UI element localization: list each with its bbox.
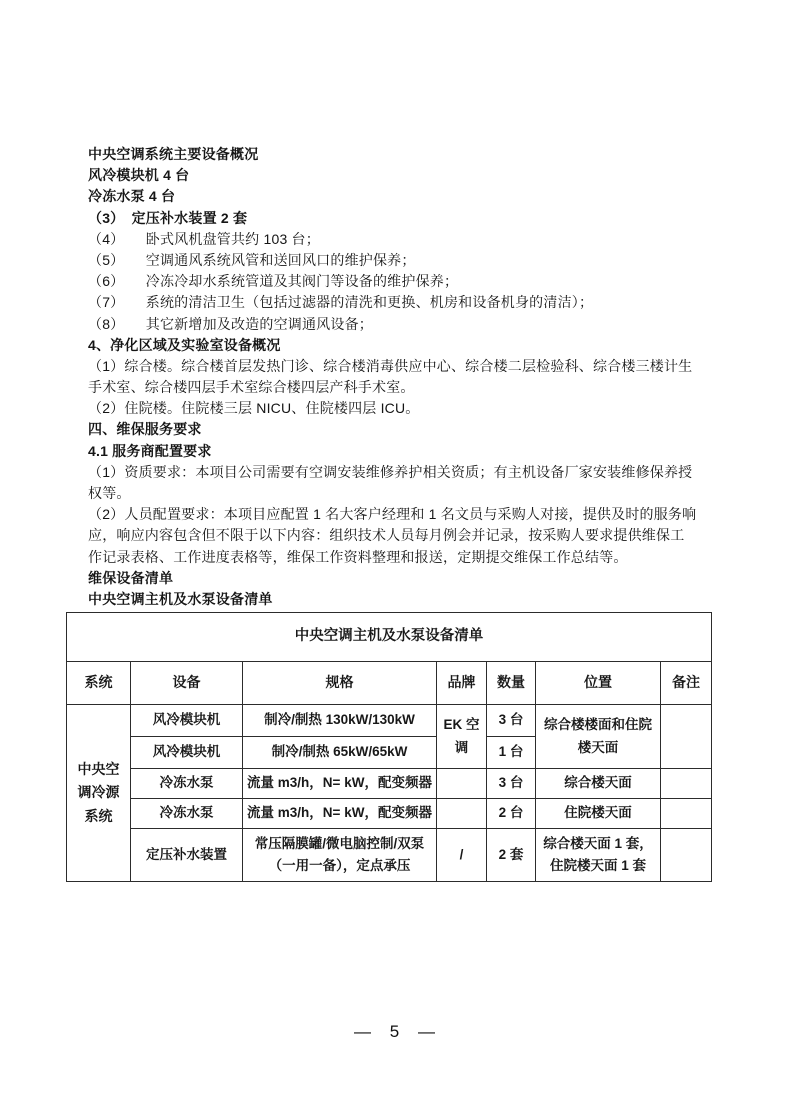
text-line: （1）综合楼。综合楼首层发热门诊、综合楼消毒供应中心、综合楼二层检验科、综合楼三楼计生 bbox=[88, 357, 693, 374]
cell-location: 综合楼楼面和住院楼天面 bbox=[536, 705, 661, 769]
cell-device: 冷冻水泵 bbox=[131, 799, 243, 829]
equipment-table bbox=[66, 612, 712, 882]
body-text bbox=[88, 144, 708, 610]
cell-qty: 1 台 bbox=[487, 737, 536, 769]
cell-brand bbox=[437, 799, 487, 829]
cell-note bbox=[661, 799, 712, 829]
section-heading: 中央空调主机及水泵设备清单 bbox=[88, 590, 273, 607]
text-line: 风冷模块机 4 台 bbox=[88, 167, 190, 184]
text-line: 权等。 bbox=[88, 485, 131, 501]
table-header-row bbox=[67, 662, 712, 705]
text-line: 中央空调系统主要设备概况 bbox=[88, 146, 259, 162]
page-number: — 5 — bbox=[354, 1022, 436, 1041]
cell-device: 风冷模块机 bbox=[131, 705, 243, 737]
cell-spec: 流量 m3/h，N= kW，配变频器 bbox=[243, 799, 437, 829]
column-header-qty: 数量 bbox=[487, 662, 536, 705]
cell-qty: 2 套 bbox=[487, 829, 536, 882]
cell-brand: / bbox=[437, 829, 487, 882]
cell-location: 综合楼天面 1 套，住院楼天面 1 套 bbox=[536, 829, 661, 882]
cell-device: 冷冻水泵 bbox=[131, 769, 243, 799]
cell-spec: 流量 m3/h，N= kW，配变频器 bbox=[243, 769, 437, 799]
cell-device: 定压补水装置 bbox=[131, 829, 243, 882]
cell-qty: 2 台 bbox=[487, 799, 536, 829]
cell-brand bbox=[437, 769, 487, 799]
table-title-row bbox=[67, 613, 712, 662]
text-line: 应，响应内容包含但不限于以下内容：组织技术人员每月例会并记录，按采购人要求提供维保工 bbox=[88, 527, 685, 544]
section-heading: 4、净化区域及实验室设备概况 bbox=[88, 336, 281, 353]
section-heading: 维保设备清单 bbox=[88, 569, 174, 586]
text-line: （2）人员配置要求：本项目应配置 1 名大客户经理和 1 名文员与采购人对接，提供及时的服务响 bbox=[88, 506, 697, 523]
text-line: 作记录表格、工作进度表格等，维保工作资料整理和报送，定期提交维保工作总结等。 bbox=[88, 548, 628, 565]
cell-spec: 制冷/制热 130kW/130kW bbox=[243, 705, 437, 737]
text-line: （7） 系统的清洁卫生（包括过滤器的清洗和更换、机房和设备机身的清洁）； bbox=[88, 294, 594, 311]
cell-note bbox=[661, 769, 712, 799]
cell-device: 风冷模块机 bbox=[131, 737, 243, 769]
text-line: （1）资质要求：本项目公司需要有空调安装维修养护相关资质；有主机设备厂家安装维修保养授 bbox=[88, 463, 693, 480]
text-line: （5） 空调通风系统风管和送回风口的维护保养； bbox=[88, 251, 416, 268]
cell-note bbox=[661, 705, 712, 769]
cell-qty: 3 台 bbox=[487, 769, 536, 799]
table-row bbox=[67, 799, 712, 829]
cell-location: 综合楼天面 bbox=[536, 769, 661, 799]
cell-spec: 常压隔膜罐/微电脑控制/双泵（一用一备），定点承压 bbox=[243, 829, 437, 882]
column-header-location: 位置 bbox=[536, 662, 661, 705]
column-header-system: 系统 bbox=[67, 662, 131, 705]
table-row bbox=[67, 769, 712, 799]
section-heading: 四、维保服务要求 bbox=[88, 421, 202, 438]
cell-spec: 制冷/制热 65kW/65kW bbox=[243, 737, 437, 769]
column-header-spec: 规格 bbox=[243, 662, 437, 705]
column-header-brand: 品牌 bbox=[437, 662, 487, 705]
cell-brand: EK 空调 bbox=[437, 705, 487, 769]
cell-qty: 3 台 bbox=[487, 705, 536, 737]
text-line: （6） 冷冻冷却水系统管道及其阀门等设备的维护保养； bbox=[88, 273, 459, 290]
text-line: （8） 其它新增加及改造的空调通风设备； bbox=[88, 315, 373, 332]
table-title: 中央空调主机及水泵设备清单 bbox=[67, 613, 712, 662]
column-header-note: 备注 bbox=[661, 662, 712, 705]
text-line: （2）住院楼。住院楼三层 NICU、住院楼四层 ICU。 bbox=[88, 400, 420, 417]
cell-note bbox=[661, 829, 712, 882]
cell-location: 住院楼天面 bbox=[536, 799, 661, 829]
cell-system: 中央空调冷源系统 bbox=[67, 705, 131, 882]
table-row bbox=[67, 705, 712, 737]
text-line: 手术室、综合楼四层手术室综合楼四层产科手术室。 bbox=[88, 379, 415, 396]
column-header-device: 设备 bbox=[131, 662, 243, 705]
text-line: （4） 卧式风机盘管共约 103 台； bbox=[88, 230, 320, 247]
section-heading: 4.1 服务商配置要求 bbox=[88, 442, 212, 459]
text-line: 冷冻水泵 4 台 bbox=[88, 188, 176, 205]
table-row bbox=[67, 829, 712, 882]
text-line: （3） 定压补水装置 2 套 bbox=[88, 209, 248, 226]
